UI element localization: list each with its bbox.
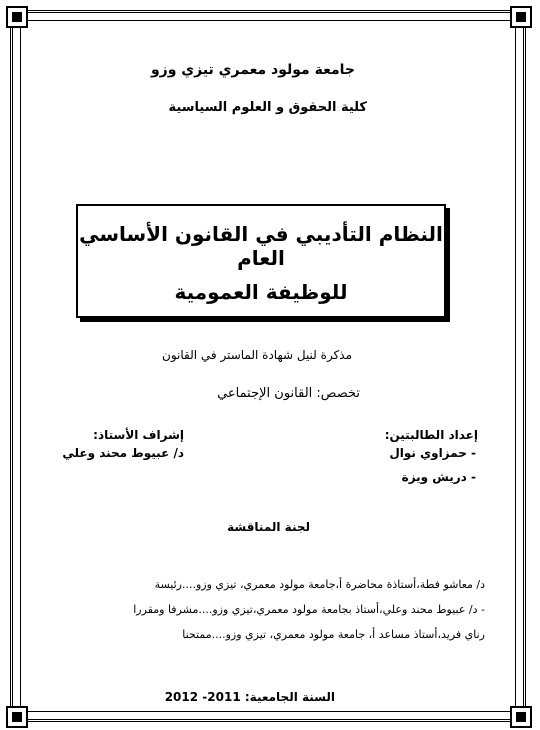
student-name-2: - دريش ويزة (401, 470, 476, 484)
corner-ornament-top-right (510, 6, 532, 28)
committee-label: لجنة المناقشة (227, 520, 310, 534)
corner-ornament-top-left (6, 6, 28, 28)
title-line-1: النظام التأديبي في القانون الأساسي العام (79, 222, 443, 270)
supervisor-name: د/ عبيوط محند وعلي (62, 446, 184, 460)
specialty: تخصص: القانون الإجتماعي (217, 386, 360, 401)
title-line-2: للوظيفة العمومية (174, 280, 348, 304)
university-name: جامعة مولود معمري تيزي وزو (150, 62, 355, 78)
academic-year: السنة الجامعية: 2011- 2012 (164, 690, 335, 704)
corner-ornament-bottom-left (6, 706, 28, 728)
corner-ornament-bottom-right (510, 706, 532, 728)
committee-member-1: د/ معاشو فطة،أستاذة محاضرة أ،جامعة مولود معمري، تيزي وزو....رئيسة (154, 578, 485, 591)
faculty-name: كلية الحقوق و العلوم السياسية (168, 100, 367, 115)
committee-member-2: - د/ عبيوط محند وعلي،أستاذ بجامعة مولود معمري،تيزي وزو....مشرفا ومقررا (133, 603, 485, 616)
committee-member-3: رناي فريد،أستاذ مساعد أ، جامعة مولود معمري، تيزي وزو....ممتحنا (182, 628, 485, 641)
student-name-1: - حمزاوي نوال (389, 446, 476, 460)
supervisor-label: إشراف الأستاذ: (93, 428, 184, 442)
students-label: إعداد الطالبتين: (384, 428, 478, 442)
title-box (76, 204, 446, 318)
memo-purpose: مذكرة لنيل شهادة الماستر في القانون (162, 348, 352, 362)
